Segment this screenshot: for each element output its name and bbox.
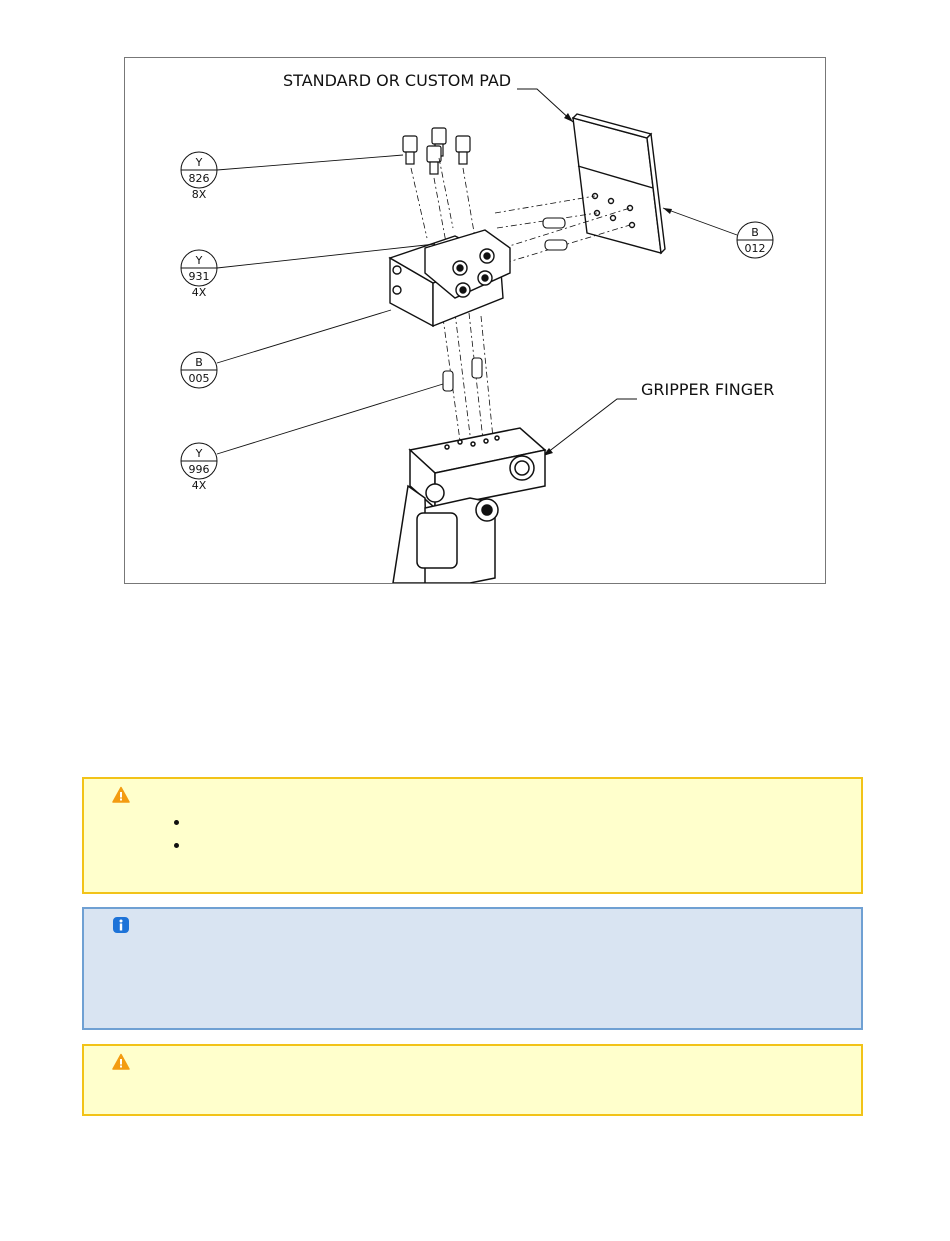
callout-number: 826 bbox=[188, 172, 210, 185]
info-notice bbox=[82, 907, 863, 1030]
finger-leader-line bbox=[543, 399, 637, 456]
warning-notice-1 bbox=[82, 777, 863, 894]
callout-b-005 bbox=[181, 310, 391, 388]
callout-y-996 bbox=[181, 384, 443, 492]
info-icon bbox=[112, 916, 130, 934]
warning-bullet-list bbox=[174, 813, 182, 859]
exploded-assembly-figure bbox=[124, 57, 826, 584]
assembly-drawing bbox=[125, 58, 825, 583]
callout-letter: B bbox=[751, 226, 759, 239]
cap-screws bbox=[403, 128, 470, 174]
mounting-bracket bbox=[390, 230, 510, 326]
callout-number: 012 bbox=[744, 242, 766, 255]
callout-qty: 8X bbox=[191, 188, 207, 201]
callout-letter: B bbox=[195, 356, 203, 369]
list-item bbox=[174, 836, 182, 859]
label-standard-or-custom-pad: STANDARD OR CUSTOM PAD bbox=[283, 71, 512, 90]
warning-icon bbox=[112, 786, 130, 804]
gripper-finger bbox=[393, 428, 545, 583]
callout-letter: Y bbox=[195, 254, 203, 267]
callout-number: 931 bbox=[188, 270, 210, 283]
callout-b-012 bbox=[663, 208, 773, 258]
warning-notice-2 bbox=[82, 1044, 863, 1116]
callout-y-826 bbox=[181, 152, 403, 201]
pad-leader-line bbox=[517, 89, 573, 122]
callout-number: 996 bbox=[188, 463, 210, 476]
callout-qty: 4X bbox=[191, 286, 207, 299]
label-gripper-finger: GRIPPER FINGER bbox=[641, 380, 775, 399]
list-item bbox=[174, 813, 182, 836]
pad-plate bbox=[573, 114, 665, 253]
callout-letter: Y bbox=[195, 447, 203, 460]
warning-icon bbox=[112, 1053, 130, 1071]
callout-qty: 4X bbox=[191, 479, 207, 492]
callout-number: 005 bbox=[188, 372, 210, 385]
callout-letter: Y bbox=[195, 156, 203, 169]
